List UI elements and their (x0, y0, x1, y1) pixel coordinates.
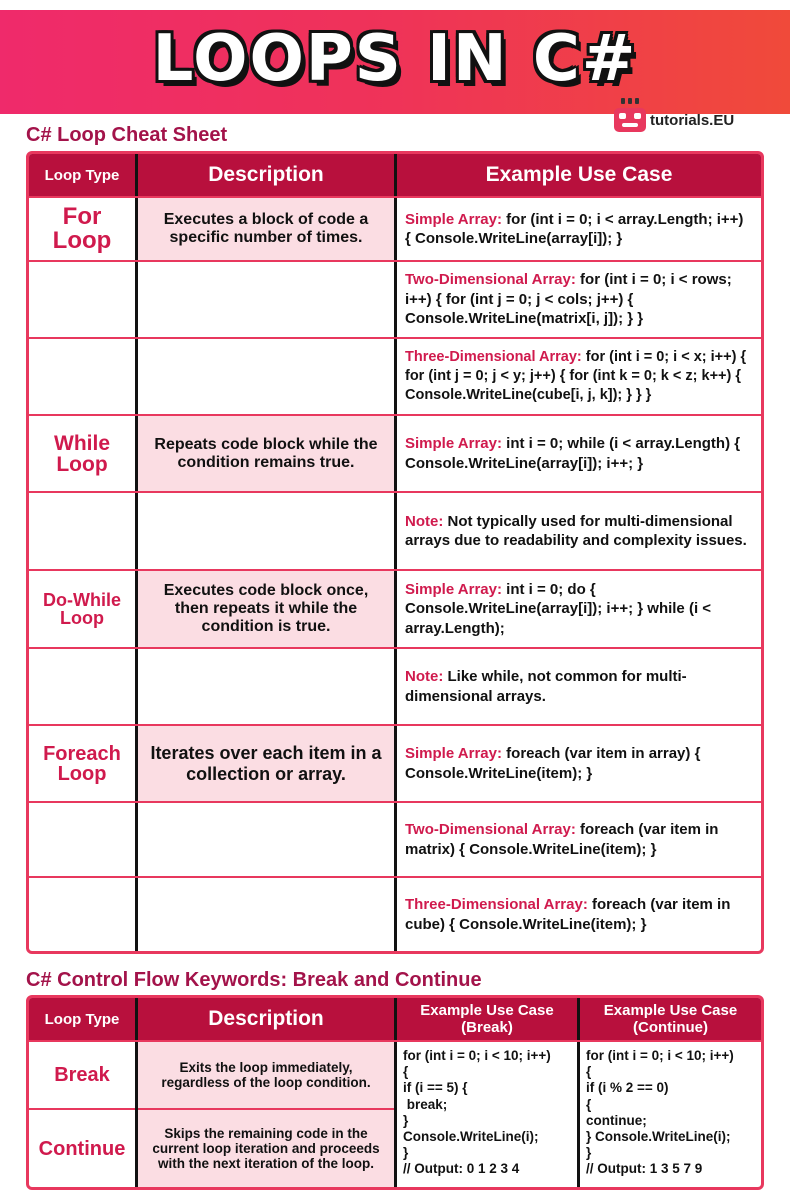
description-cell: Exits the loop immediately, regardless of the loop condition. (138, 1042, 394, 1108)
example-cell (397, 198, 761, 260)
header-example-break: Example Use Case (Break) (397, 998, 580, 1040)
control-flow-table (26, 995, 764, 1190)
description-cell: Repeats code block while the condition remains true. (138, 416, 397, 491)
example-label: Two-Dimensional Array: (405, 821, 576, 838)
table-row (29, 196, 761, 260)
continue-example-code: for (int i = 0; i < 10; i++) { if (i % 2 == 0) { continue; } Console.WriteLine(i); } // Output: 1 3 5 7 9 (586, 1048, 734, 1177)
example-code: Not typically used for multi-dimensional arrays due to readability and complexity issues. (405, 512, 747, 549)
table-row (29, 491, 761, 569)
break-example-code: for (int i = 0; i < 10; i++) { if (i == 5) { break; } Console.WriteLine(i); } // Output: 0 1 2 3 4 (397, 1042, 580, 1187)
control-flow-body (29, 1040, 761, 1187)
loop-cheat-sheet-table (26, 151, 764, 954)
example-code: foreach (var item in array) { Console.WriteLine(item); } (405, 745, 701, 782)
example-code: for (int i = 0; i < array.Length; i++) { Console.WriteLine(array[i]); } (405, 210, 744, 247)
example-cell (397, 878, 761, 951)
example-cell (397, 262, 761, 337)
example-cell (397, 649, 761, 724)
example-cell (397, 803, 761, 876)
table-row (29, 801, 761, 876)
table-header (29, 154, 761, 196)
brand-name: tutorials.EU (650, 112, 735, 129)
table-row (29, 724, 761, 801)
description-cell (138, 493, 397, 569)
table-header (29, 998, 761, 1040)
loop-type-cell: For Loop (29, 198, 138, 260)
header-example: Example Use Case (485, 163, 673, 186)
table-row (29, 337, 761, 414)
description-cell (138, 262, 397, 337)
example-label: Simple Array: (405, 580, 502, 598)
header-description: Description (138, 154, 397, 196)
control-flow-title: C# Control Flow Keywords: Break and Continue (26, 969, 482, 991)
description-cell (138, 649, 397, 724)
loop-type-cell: While Loop (29, 416, 138, 491)
example-label: Three-Dimensional Array: (405, 349, 582, 366)
header-example-continue: Example Use Case (Continue) (603, 1001, 738, 1036)
table-row (29, 876, 761, 951)
loop-type-cell (29, 878, 138, 951)
loop-type-cell (29, 649, 138, 724)
description-cell: Skips the remaining code in the current loop iteration and proceeds with the next iteration of the loop. (138, 1108, 394, 1187)
example-label: Three-Dimensional Array: (405, 896, 588, 913)
description-column (138, 1042, 397, 1187)
example-cell (397, 571, 761, 647)
example-cell (397, 493, 761, 569)
description-cell (138, 803, 397, 876)
table-row (29, 260, 761, 337)
brand-logo[interactable] (612, 96, 782, 138)
example-label: Note: (405, 512, 444, 530)
header-description: Description (138, 998, 397, 1040)
example-label: Note: (405, 668, 444, 685)
header-loop-type: Loop Type (29, 154, 138, 196)
page-title: LOOPS IN C# (152, 22, 638, 96)
example-label: Simple Array: (405, 435, 502, 452)
header-loop-type: Loop Type (29, 998, 138, 1040)
loop-type-cell: Break (54, 1064, 110, 1086)
description-cell: Executes a block of code a specific number of times. (138, 198, 397, 260)
cheat-sheet-title: C# Loop Cheat Sheet (26, 124, 228, 146)
example-code: for (int i = 0; i < rows; i++) { for (int j = 0; j < cols; j++) { Console.WriteLine(matrix[i, j]); } } (405, 271, 732, 328)
loop-type-cell (29, 262, 138, 337)
loop-type-cell (29, 803, 138, 876)
loop-type-cell: Foreach Loop (29, 726, 138, 801)
loop-type-cell (29, 493, 138, 569)
example-label: Simple Array: (405, 745, 502, 762)
example-code: int i = 0; do { Console.WriteLine(array[i]); i++; } while (i < array.Length); (405, 580, 712, 637)
example-code: int i = 0; while (i < array.Length) { Console.WriteLine(array[i]); i++; } (405, 435, 741, 472)
loop-type-cell: Do-While Loop (29, 571, 138, 647)
table-row (29, 647, 761, 724)
description-cell (138, 878, 397, 951)
description-cell: Iterates over each item in a collection or array. (138, 726, 397, 801)
tutorials-eu-logo-icon (612, 96, 648, 136)
table-row (29, 414, 761, 491)
example-label: Two-Dimensional Array: (405, 271, 576, 289)
example-code: foreach (var item in matrix) { Console.WriteLine(item); } (405, 821, 719, 858)
example-code: Like while, not common for multi-dimensional arrays. (405, 668, 687, 705)
description-cell: Executes code block once, then repeats it while the condition is true. (138, 571, 397, 647)
description-cell (138, 339, 397, 414)
example-cell (397, 726, 761, 801)
example-code: foreach (var item in cube) { Console.WriteLine(item); } (405, 896, 731, 933)
table-row (29, 569, 761, 647)
example-cell (397, 339, 761, 414)
loop-type-cell (29, 339, 138, 414)
example-label: Simple Array: (405, 210, 502, 228)
loop-type-cell: Continue (29, 1108, 135, 1187)
example-code: for (int i = 0; i < x; i++) { for (int j = 0; j < y; j++) { for (int k = 0; k < z; k++) { Console.WriteLine(cube[i, j, k]); } } } (405, 349, 747, 403)
loop-type-column (29, 1042, 138, 1187)
example-cell (397, 416, 761, 491)
